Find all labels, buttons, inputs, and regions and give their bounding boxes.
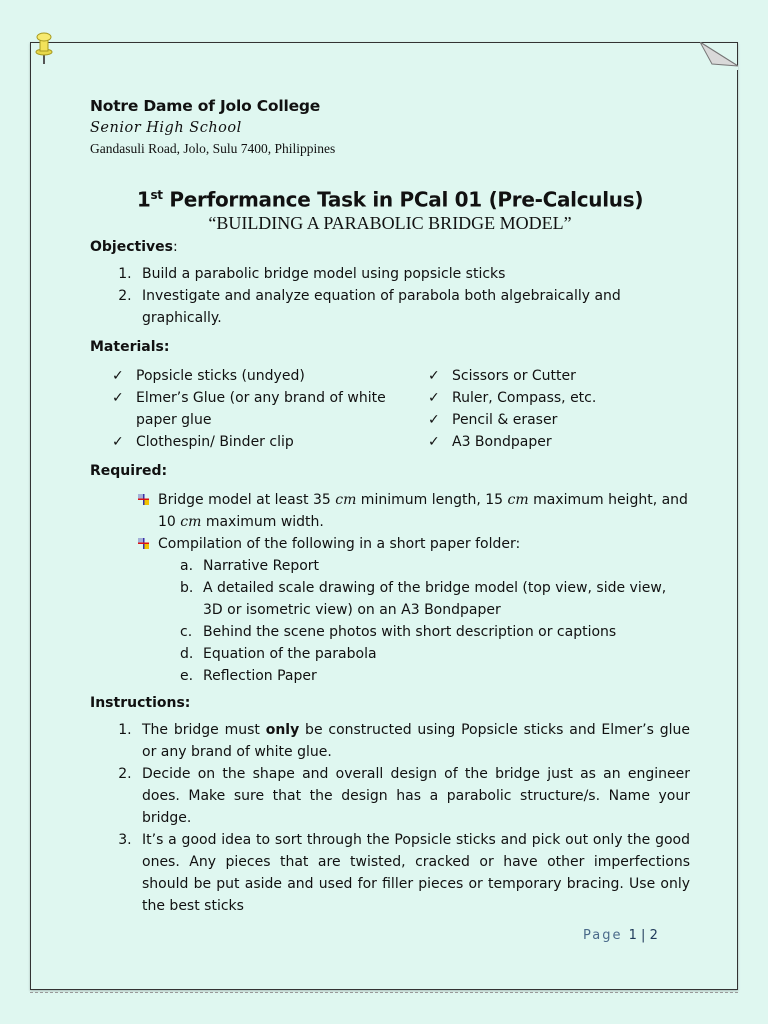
list-item: 1. The bridge must only be constructed using Popsicle sticks and Elmer’s glue or any brand of white glue. xyxy=(136,719,690,763)
page-divider xyxy=(30,992,738,995)
list-item: ✓ Popsicle sticks (undyed) xyxy=(90,365,406,387)
checkmark-icon: ✓ xyxy=(428,389,440,406)
list-item: ✓ Clothespin/ Binder clip xyxy=(90,431,406,453)
compilation-sublist xyxy=(158,555,690,687)
list-item: Compilation of the following in a short paper folder: a. Narrative Report b. A detailed scale drawing of the bridge model (top view, side view, 3D or isometric view) on an A3 Bondpaper c. Behind the scene photos with short description or captions d. Equation of the parabola e. Reflection Paper xyxy=(90,533,690,687)
materials-column-right xyxy=(406,365,596,453)
page-curl-corner xyxy=(700,42,738,70)
sublist-item: d. Equation of the parabola xyxy=(180,645,377,662)
title-ordinal: 1 xyxy=(136,187,151,212)
list-item: ✓ Ruler, Compass, etc. xyxy=(406,387,596,409)
required-heading: Required: xyxy=(90,462,168,479)
list-item: 1. Build a parabolic bridge model using popsicle sticks xyxy=(136,263,690,285)
checkmark-icon: ✓ xyxy=(428,367,440,384)
sublist-item: c. Behind the scene photos with short description or captions xyxy=(180,623,617,640)
pushpin-icon xyxy=(33,30,55,66)
instructions-list xyxy=(90,719,690,917)
materials-list xyxy=(90,365,690,453)
instructions-heading: Instructions: xyxy=(90,694,191,711)
list-item: ✓ A3 Bondpaper xyxy=(406,431,596,453)
title-ordinal-suffix: st xyxy=(150,188,163,202)
checkmark-icon: ✓ xyxy=(428,411,440,428)
checkmark-icon: ✓ xyxy=(112,389,124,406)
checkmark-icon: ✓ xyxy=(112,433,124,450)
department-name: Senior High School xyxy=(90,120,242,136)
school-name: Notre Dame of Jolo College xyxy=(90,97,321,115)
checkmark-icon: ✓ xyxy=(112,367,124,384)
page-title xyxy=(90,182,690,213)
list-item: 2. Decide on the shape and overall design of the bridge just as an engineer does. Make sure that the design has a parabolic structure/s. Name your bridge. xyxy=(136,763,690,829)
list-item: ✓ Scissors or Cutter xyxy=(406,365,596,387)
sublist-item: b. A detailed scale drawing of the bridge model (top view, side view, 3D or isometric view) on an A3 Bondpaper xyxy=(180,579,667,618)
checkmark-icon: ✓ xyxy=(428,433,440,450)
required-list xyxy=(90,489,690,687)
sublist-item: e. Reflection Paper xyxy=(180,667,317,684)
list-item: Bridge model at least 35 cm minimum length, 15 cm maximum height, and 10 cm maximum width. xyxy=(90,489,690,533)
objectives-heading: Objectives: xyxy=(90,238,178,255)
page-number: Page 1 | 2 xyxy=(583,928,658,943)
list-item: 3. It’s a good idea to sort through the Popsicle sticks and pick out only the good ones. Any pieces that are twisted, cracked or have other imperfections should be put aside and used for filler pieces or temporary bracing. Use only the best sticks xyxy=(136,829,690,917)
school-address: Gandasuli Road, Jolo, Sulu 7400, Philippines xyxy=(90,141,336,156)
materials-column-left xyxy=(90,365,406,453)
list-item: ✓ Pencil & eraser xyxy=(406,409,596,431)
bullet-flag-icon xyxy=(138,538,149,549)
list-item: ✓ Elmer’s Glue (or any brand of white paper glue xyxy=(90,387,406,431)
objectives-list xyxy=(90,263,690,329)
page-subtitle: “BUILDING A PARABOLIC BRIDGE MODEL” xyxy=(208,212,572,233)
bullet-flag-icon xyxy=(138,494,149,505)
document-body xyxy=(90,96,690,923)
materials-heading: Materials: xyxy=(90,338,170,355)
title-main: Performance Task in PCal 01 (Pre-Calculus) xyxy=(162,187,644,212)
list-item: 2. Investigate and analyze equation of parabola both algebraically and graphically. xyxy=(136,285,690,329)
sublist-item: a. Narrative Report xyxy=(180,557,320,574)
